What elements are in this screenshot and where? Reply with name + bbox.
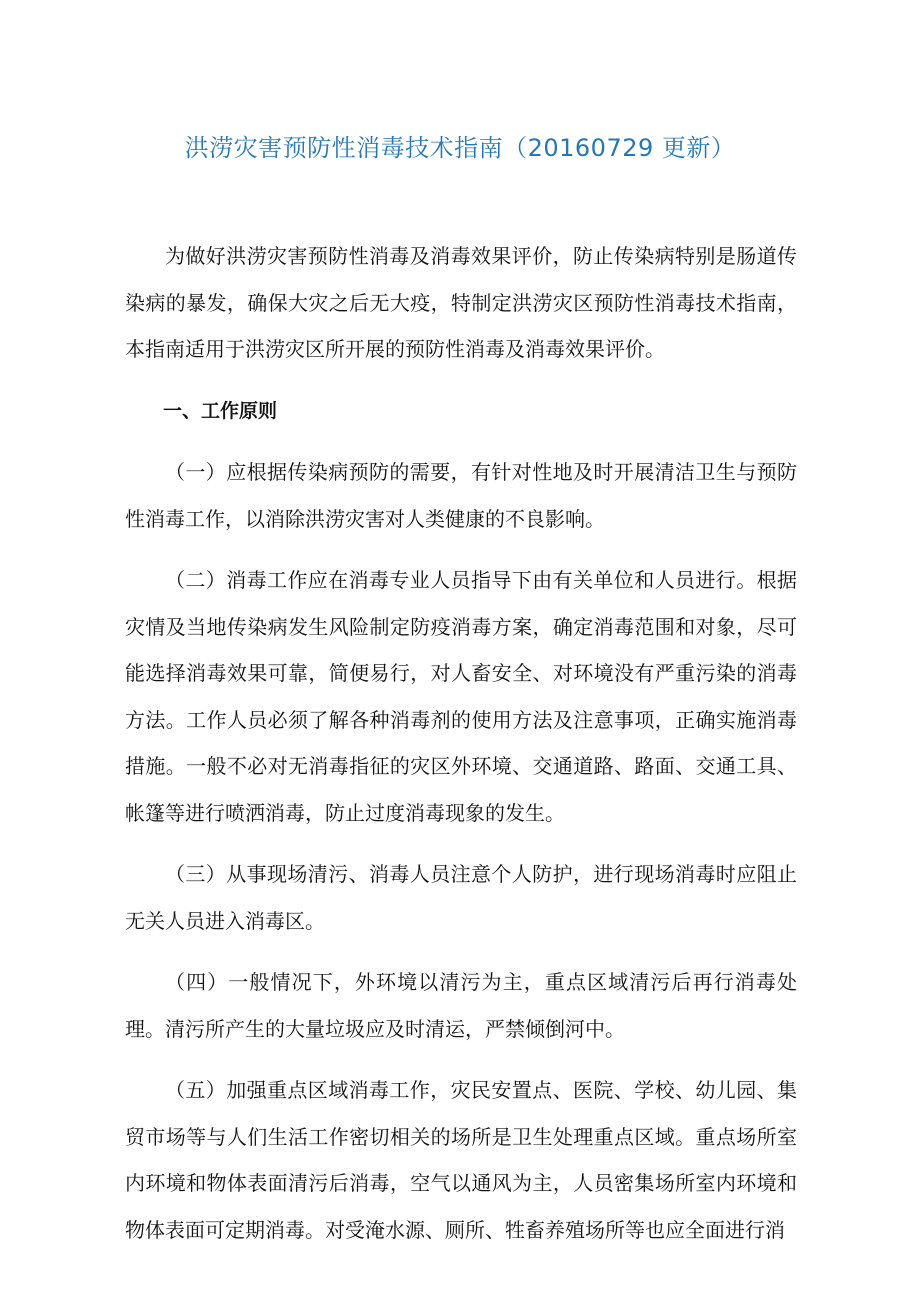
intro-paragraph: 为做好洪涝灾害预防性消毒及消毒效果评价，防止传染病特别是肠道传染病的暴发，确保大灾之后无大疫，特制定洪涝灾区预防性消毒技术指南，本指南适用于洪涝灾区所开展的预防性消毒及消毒效果评价。 bbox=[125, 244, 797, 361]
document-title: 洪涝灾害预防性消毒技术指南（20160729 更新） bbox=[184, 134, 736, 162]
paragraph-spacer bbox=[125, 373, 797, 388]
paragraph-spacer bbox=[125, 542, 797, 557]
paragraph-spacer bbox=[125, 1052, 797, 1067]
principle-item-5: （五）加强重点区域消毒工作，灾民安置点、医院、学校、幼儿园、集贸市场等与人们生活工作密切相关的场所是卫生处理重点区域。重点场所室内环境和物体表面清污后消毒，空气以通风为主，人员密集场所室内环境和物体表面可定期消毒。对受淹水源、厕所、牲畜养殖场所等也应全面进行消 bbox=[125, 1078, 797, 1242]
paragraph-spacer bbox=[125, 944, 797, 959]
paragraph-spacer bbox=[125, 434, 797, 449]
principle-item-4: （四）一般情况下，外环境以清污为主，重点区域清污后再行消毒处理。清污所产生的大量垃圾应及时清运，严禁倾倒河中。 bbox=[125, 970, 797, 1041]
document-body bbox=[125, 233, 797, 1253]
principle-item-3: （三）从事现场清污、消毒人员注意个人防护，进行现场消毒时应阻止无关人员进入消毒区。 bbox=[125, 862, 797, 933]
section-heading-work-principles: 一、工作原则 bbox=[163, 399, 278, 422]
principle-item-1: （一）应根据传染病预防的需要，有针对性地及时开展清洁卫生与预防性消毒工作，以消除洪涝灾害对人类健康的不良影响。 bbox=[125, 460, 797, 531]
principle-item-2: （二）消毒工作应在消毒专业人员指导下由有关单位和人员进行。根据灾情及当地传染病发生风险制定防疫消毒方案，确定消毒范围和对象，尽可能选择消毒效果可靠，简便易行，对人畜安全、对环境没有严重污染的消毒方法。工作人员必须了解各种消毒剂的使用方法及注意事项，正确实施消毒措施。一般不必对无消毒指征的灾区外环境、交通道路、路面、交通工具、帐篷等进行喷洒消毒，防止过度消毒现象的发生。 bbox=[125, 568, 797, 825]
paragraph-spacer bbox=[125, 836, 797, 851]
